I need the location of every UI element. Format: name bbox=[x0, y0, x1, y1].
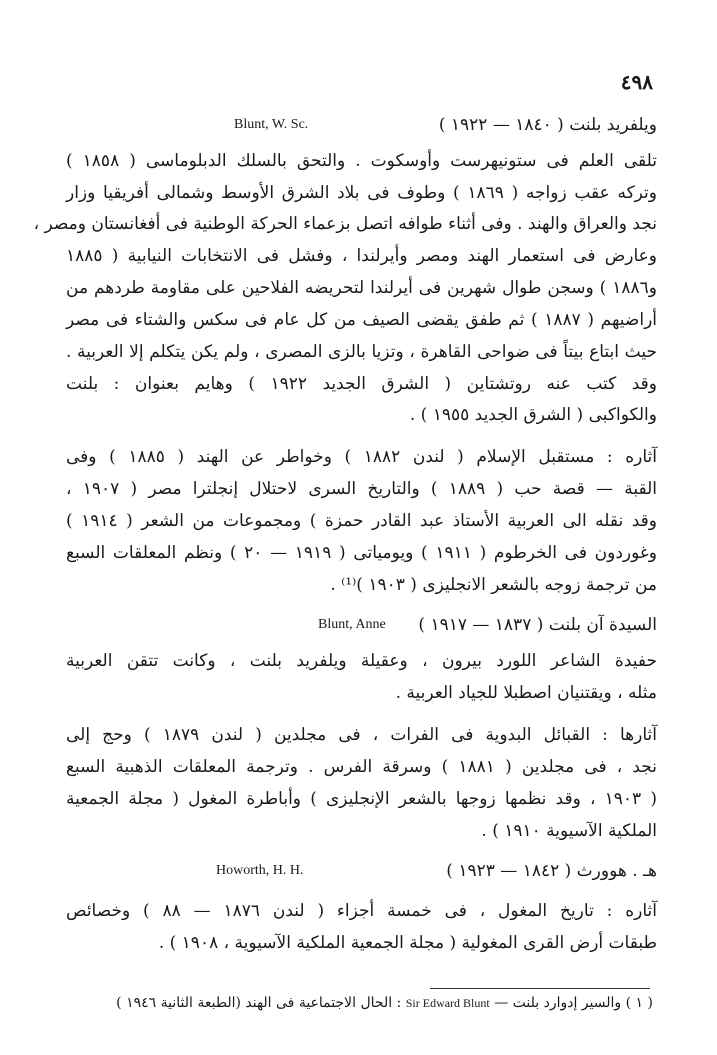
works-line: طبقات أرض القرى المغولية ( مجلة الجمعية الملكية الآسيوية ، ١٩٠٨ ) . bbox=[158, 933, 657, 953]
entry-heading-latin: Blunt, W. Sc. bbox=[234, 117, 309, 132]
works-line: آثاره : مستقبل الإسلام ( لندن ١٨٨٢ ) وخواطر عن الهند ( ١٨٨٥ ) وفى bbox=[66, 447, 658, 467]
footnote-text: والسير إدوارد بلنت — bbox=[494, 995, 622, 1011]
entry-heading-latin: Blunt, Anne bbox=[318, 617, 386, 632]
body-line: وتركه عقب زواجه ( ١٨٦٩ ) وطوف فى بلاد الشرق الأوسط وشمالى أفريقيا وزار bbox=[66, 183, 657, 203]
works-line: آثاره : تاريخ المغول ، فى خمسة أجزاء ( لندن ١٨٧٦ — ٨٨ ) وخصائص bbox=[66, 901, 657, 921]
body-line: و١٨٨٦ ) وسجن طوال شهرين فى أيرلندا لتحريضه الفلاحين على مقاومة طردهم من bbox=[66, 278, 657, 298]
body-line: حيث ابتاع بيتاً فى ضواحى القاهرة ، وتزيا بالزى المصرى ، ولم يكن يتكلم إلا العربية . bbox=[66, 342, 657, 362]
works-line: آثارها : القبائل البدوية فى الفرات ، فى مجلدين ( لندن ١٨٧٩ ) وحج إلى bbox=[66, 725, 657, 745]
page-number: ٤٩٨ bbox=[620, 70, 653, 94]
body-line: وقد كتب عنه روتشتاين ( الشرق الجديد ١٩٢٢ ) وهايم بعنوان : بلنت bbox=[66, 374, 657, 394]
works-line: نجد ، فى مجلدين ( ١٨٨١ ) وسرقة الفرس . وترجمة المعلقات الذهبية السبع bbox=[66, 757, 657, 777]
entry-heading-arabic: ويلفريد بلنت ( ١٨٤٠ — ١٩٢٢ ) bbox=[438, 115, 657, 135]
works-line: وقد نقله الى العربية الأستاذ عبد القادر حمزة ) ومجموعات من الشعر ( ١٩١٤ ) bbox=[66, 511, 657, 531]
footnote-marker: ( ١ ) bbox=[625, 995, 653, 1011]
body-line: والكواكبى ( الشرق الجديد ١٩٥٥ ) . bbox=[409, 405, 657, 425]
entry-heading-arabic: هـ . هوورث ( ١٨٤٢ — ١٩٢٣ ) bbox=[446, 861, 657, 881]
body-line: تلقى العلم فى ستونيهرست وأوسكوت . والتحق بالسلك الدبلوماسى ( ١٨٥٨ ) bbox=[66, 151, 657, 171]
footnote bbox=[60, 994, 653, 1012]
works-line: ( ١٩٠٣ ، وقد نظمها زوجها بالشعر الإنجليزى ) وأباطرة المغول ( مجلة الجمعية bbox=[66, 789, 657, 809]
footnote-text: : الحال الاجتماعية فى الهند (الطبعة الثانية ١٩٤٦ ) bbox=[116, 995, 402, 1011]
body-line: نجد والعراق والهند . وفى أثناء طوافه اتصل بزعماء الحركة الوطنية فى أفغانستان ومصر ، bbox=[33, 214, 657, 234]
body-line: مثله ، ويقتنيان اصطبلا للجياد العربية . bbox=[395, 683, 657, 703]
footnote-rule bbox=[430, 988, 650, 989]
works-line: وغوردون فى الخرطوم ( ١٩١١ ) ويومياتى ( ١٩١٩ — ٢٠ ) ونظم المعلقات السبع bbox=[66, 543, 657, 563]
works-line: من ترجمة زوجه بالشعر الانجليزى ( ١٩٠٣ )⁽¹⁾ . bbox=[330, 575, 657, 595]
body-line: أراضيهم ( ١٨٨٧ ) ثم طفق يقضى الصيف من كل عام فى سكس والشتاء فى مصر bbox=[66, 310, 658, 330]
entry-heading-arabic: السيدة آن بلنت ( ١٨٣٧ — ١٩١٧ ) bbox=[418, 615, 657, 635]
entry-heading-latin: Howorth, H. H. bbox=[216, 863, 304, 878]
body-line: حفيدة الشاعر اللورد بيرون ، وعقيلة ويلفريد بلنت ، وكانت تتقن العربية bbox=[66, 651, 657, 671]
body-line: وعارض فى استعمار الهند ومصر وأيرلندا ، وفشل فى الانتخابات النيابية ( ١٨٨٥ bbox=[66, 246, 657, 266]
footnote-latin: Sir Edward Blunt bbox=[405, 996, 490, 1010]
works-line: القبة — قصة حب ( ١٨٨٩ ) والتاريخ السرى لاحتلال إنجلترا مصر ( ١٩٠٧ ، bbox=[66, 479, 657, 499]
works-line: الملكية الآسيوية ١٩١٠ ) . bbox=[481, 821, 657, 841]
